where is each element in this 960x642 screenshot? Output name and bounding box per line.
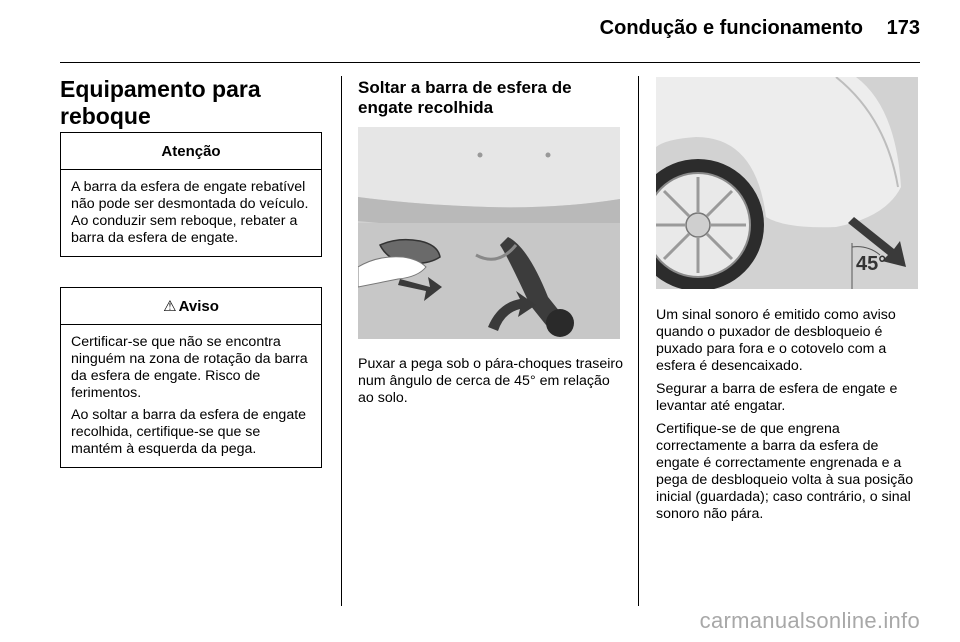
- right-paragraph: Segurar a barra de esfera de engate e levantar até engatar.: [656, 381, 898, 414]
- header-title: Condução e funcionamento: [599, 17, 863, 39]
- warning-heading: Aviso: [178, 297, 219, 315]
- warning-header: [61, 288, 321, 325]
- attention-box: [60, 132, 322, 257]
- warning-box: [60, 287, 322, 468]
- figure-hitch-handle: [358, 127, 620, 339]
- subsection-title: Soltar a barra de esfera de engate recolhida: [358, 78, 572, 117]
- warning-body: [61, 325, 321, 467]
- section-title: Equipamento para reboque: [60, 76, 261, 129]
- header-rule: [60, 62, 920, 63]
- right-paragraph: Um sinal sonoro é emitido como aviso quando o puxador de desbloqueio é puxado para fora e o cotovelo com a esfera é desencaixado.: [656, 307, 896, 374]
- watermark: carmanualsonline.info: [699, 608, 920, 633]
- page-number: 173: [886, 17, 920, 39]
- figure-rear-wheel: [656, 77, 918, 289]
- figure-caption: Puxar a pega sob o pára-choques traseiro num ângulo de cerca de 45° em relação ao solo.: [358, 356, 623, 406]
- warning-paragraph: Certificar-se que não se encontra ninguém na zona de rotação da barra da esfera de engate. Risco de ferimentos.: [71, 334, 308, 401]
- column-divider-left: [341, 76, 342, 606]
- right-paragraph: Certifique-se de que engrena correctamente a barra da esfera de engate é correctamente engrenada e a pega de desbloqueio volta à sua posição inicial (guardada); caso contrário, o sinal sonoro não pára.: [656, 421, 914, 522]
- right-column-text: [656, 307, 924, 529]
- angle-label: 45°: [856, 253, 887, 275]
- column-divider-right: [638, 76, 639, 606]
- warning-paragraph: Ao soltar a barra da esfera de engate recolhida, certifique-se que se mantém à esquerda da pega.: [71, 407, 307, 457]
- warning-triangle-icon: ⚠: [163, 298, 177, 315]
- attention-body: [61, 170, 321, 256]
- attention-heading: Atenção: [61, 133, 321, 170]
- attention-text: A barra da esfera de engate rebatível não pode ser desmontada do veículo. Ao conduzir sem reboque, rebater a barra da esfera de engate.: [71, 179, 309, 246]
